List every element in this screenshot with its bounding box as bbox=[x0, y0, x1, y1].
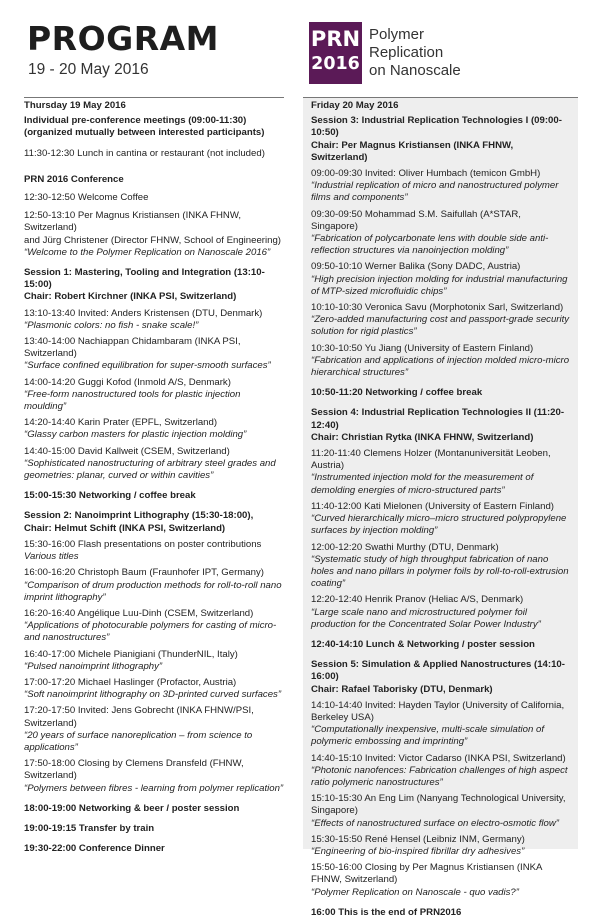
talk-entry bbox=[24, 758, 284, 795]
talk-line: 16:00-16:20 Christoph Baum (Fraunhofer IPT, Germany) bbox=[24, 567, 264, 579]
talk-title: Various titles bbox=[24, 551, 79, 563]
session-chair: Chair: Per Magnus Kristiansen (INKA FHNW, Switzerland) bbox=[311, 139, 514, 163]
talk-entry bbox=[311, 168, 570, 205]
talk-line: 10:30-10:50 Yu Jiang (University of Eastern Finland) bbox=[311, 342, 534, 354]
talk-entry bbox=[24, 567, 284, 604]
session-chair: Chair: Christian Rytka (INKA FHNW, Switzerland) bbox=[311, 431, 534, 443]
end-line: 16:00 This is the end of PRN2016 bbox=[311, 906, 462, 918]
pre-meetings bbox=[24, 115, 284, 139]
day-heading: Thursday 19 May 2016 bbox=[24, 100, 126, 111]
talk-line: 15:50-16:00 Closing by Per Magnus Kristiansen (INKA FHNW, Switzerland) bbox=[311, 862, 542, 886]
talk-entry bbox=[311, 793, 570, 830]
session-1 bbox=[24, 267, 284, 482]
session-5 bbox=[311, 659, 570, 899]
talk-title: “20 years of surface nanoreplication – from science to applications” bbox=[24, 729, 253, 753]
session-heading: Session 5: Simulation & Applied Nanostructures (14:10-16:00) bbox=[311, 659, 565, 683]
talk-line: 12:00-12:20 Swathi Murthy (DTU, Denmark) bbox=[311, 541, 499, 553]
talk-title: “Fabrication of polycarbonate lens with double side anti-reflection structures via nanoinjection molding” bbox=[311, 233, 549, 257]
coffee-break: 10:50-11:20 Networking / coffee break bbox=[311, 387, 483, 399]
talk-line: 14:40-15:10 Invited: Victor Cadarso (INKA PSI, Switzerland) bbox=[311, 752, 566, 764]
thursday-column bbox=[24, 97, 284, 863]
talk-line: 11:20-11:40 Clemens Holzer (Montanuniversität Leoben, Austria) bbox=[311, 448, 551, 472]
talk-entry bbox=[311, 542, 570, 591]
evening-item: 19:30-22:00 Conference Dinner bbox=[24, 843, 165, 855]
prn-logo bbox=[309, 22, 362, 84]
talk-line: 14:20-14:40 Karin Prater (EPFL, Switzerland) bbox=[24, 417, 218, 429]
talk-line: 16:20-16:40 Angélique Luu-Dinh (CSEM, Switzerland) bbox=[24, 607, 254, 619]
talk-entry bbox=[24, 649, 284, 673]
talk-entry bbox=[311, 261, 570, 298]
talk-line: 14:40-15:00 David Kallweit (CSEM, Switzerland) bbox=[24, 445, 230, 457]
welcome-talk-line: and Jürg Christener (Director FHNW, School of Engineering) bbox=[24, 234, 282, 246]
talk-title: “Curved hierarchically micro–micro structured polypropylene surfaces by injection molding” bbox=[311, 513, 567, 537]
talk-title: “Plasmonic colors: no fish - snake scale!” bbox=[24, 319, 199, 331]
talk-line: 09:50-10:10 Werner Balika (Sony DADC, Austria) bbox=[311, 261, 521, 273]
session-2 bbox=[24, 510, 284, 794]
evening-item: 18:00-19:00 Networking & beer / poster session bbox=[24, 802, 240, 814]
talk-title: “Industrial replication of micro and nanostructured polymer films and components” bbox=[311, 180, 559, 204]
talk-line: 14:10-14:40 Invited: Hayden Taylor (University of California, Berkeley USA) bbox=[311, 699, 565, 723]
talk-title: “Polymers between fibres - learning from polymer replication” bbox=[24, 782, 284, 794]
coffee-break: 15:00-15:30 Networking / coffee break bbox=[24, 490, 196, 502]
talk-entry bbox=[24, 417, 284, 441]
session-heading: Session 4: Industrial Replication Technologies II (11:20-12:40) bbox=[311, 407, 565, 431]
talk-title: “Glassy carbon masters for plastic injection molding” bbox=[24, 429, 247, 441]
logo-line1: PRN bbox=[310, 27, 361, 51]
talk-line: 15:30-15:50 René Hensel (Leibniz INM, Germany) bbox=[311, 833, 525, 845]
welcome-talk-line: 12:50-13:10 Per Magnus Kristiansen (INKA FHNW, Switzerland) bbox=[24, 210, 242, 234]
session-4 bbox=[311, 407, 570, 630]
welcome-talk bbox=[24, 210, 284, 259]
talk-entry bbox=[311, 834, 570, 858]
talk-entry bbox=[24, 608, 284, 645]
talk-line: 12:20-12:40 Henrik Pranov (Heliac A/S, Denmark) bbox=[311, 594, 524, 606]
talk-entry bbox=[311, 753, 570, 790]
talk-title: “Effects of nanostructured surface on electro-osmotic flow” bbox=[311, 817, 559, 829]
talk-entry bbox=[24, 446, 284, 483]
talk-entry bbox=[311, 448, 570, 497]
talk-entry bbox=[24, 377, 284, 414]
friday-column bbox=[303, 97, 578, 918]
talk-title: “Fabrication and applications of injection molded micro-micro hierarchical structures” bbox=[311, 354, 570, 379]
logo-text bbox=[369, 26, 461, 80]
talk-title: “Sophisticated nanostructuring of arbitrary steel grades and geometries: planar, curved or within cavities” bbox=[24, 457, 276, 482]
talk-title: “Applications of photocurable polymers for casting of micro- and nanostructures” bbox=[24, 620, 277, 644]
conference-heading: PRN 2016 Conference bbox=[24, 173, 124, 185]
welcome-coffee: 12:30-12:50 Welcome Coffee bbox=[24, 192, 149, 204]
talk-title: “Pulsed nanoimprint lithography” bbox=[24, 660, 163, 672]
talk-entry bbox=[311, 501, 570, 538]
session-heading: Session 1: Mastering, Tooling and Integration (13:10-15:00) bbox=[24, 267, 265, 291]
talk-entry bbox=[24, 705, 284, 754]
talk-title: “Systematic study of high throughput fabrication of nano holes and nano pillars in polymer foils by roll-to-roll-extrusion coating” bbox=[311, 553, 569, 590]
session-chair: Chair: Helmut Schift (INKA PSI, Switzerland) bbox=[24, 522, 226, 534]
evening-item: 19:00-19:15 Transfer by train bbox=[24, 822, 155, 834]
session-chair: Chair: Rafael Taborisky (DTU, Denmark) bbox=[311, 683, 493, 695]
logo-text-line: on Nanoscale bbox=[369, 62, 461, 79]
talk-title: “Instrumented injection mold for the measurement of demolding energies of micro-structured parts” bbox=[311, 472, 534, 496]
talk-entry bbox=[24, 336, 284, 373]
talk-title: “Photonic nanofences: Fabrication challenges of high aspect ratio polymeric nanostructures” bbox=[311, 764, 568, 788]
talk-line: 17:20-17:50 Invited: Jens Gobrecht (INKA FHNW/PSI, Switzerland) bbox=[24, 705, 254, 729]
talk-line: 13:40-14:00 Nachiappan Chidambaram (INKA PSI, Switzerland) bbox=[24, 336, 241, 360]
talk-title: “Engineering of bio-inspired fibrillar dry adhesives” bbox=[311, 845, 525, 857]
pre-meetings-note: (organized mutually between interested participants) bbox=[24, 127, 265, 139]
talk-line: 13:10-13:40 Invited: Anders Kristensen (DTU, Denmark) bbox=[24, 307, 263, 319]
talk-entry bbox=[24, 677, 284, 701]
talk-line: 09:30-09:50 Mohammad S.M. Saifullah (A*STAR, Singapore) bbox=[311, 208, 521, 232]
talk-line: 16:40-17:00 Michele Pianigiani (ThunderNIL, Italy) bbox=[24, 648, 238, 660]
talk-title: “Soft nanoimprint lithography on 3D-printed curved surfaces” bbox=[24, 689, 282, 701]
session-3 bbox=[311, 115, 570, 379]
talk-entry bbox=[311, 343, 570, 380]
logo-text-line: Polymer bbox=[369, 26, 425, 43]
pre-meetings-line: Individual pre-conference meetings (09:00-11:30) bbox=[24, 115, 247, 127]
talk-line: 11:40-12:00 Kati Mielonen (University of Eastern Finland) bbox=[311, 500, 554, 512]
talk-entry bbox=[311, 862, 570, 899]
day-heading: Friday 20 May 2016 bbox=[311, 100, 399, 111]
session-chair: Chair: Robert Kirchner (INKA PSI, Switzerland) bbox=[24, 291, 237, 303]
welcome-talk-title: “Welcome to the Polymer Replication on Nanoscale 2016” bbox=[24, 246, 271, 258]
talk-entry bbox=[311, 594, 570, 631]
talk-title: “High precision injection molding for industrial manufacturing of MTP-sized microfluidic chips” bbox=[311, 273, 568, 297]
talk-title: “Comparison of drum production methods for roll-to-roll nano imprint lithography” bbox=[24, 579, 282, 603]
talk-entry bbox=[311, 700, 570, 749]
session-heading: Session 2: Nanoimprint Lithography (15:30-18:00), bbox=[24, 510, 254, 522]
talk-line: 17:50-18:00 Closing by Clemens Dransfeld (FHNW, Switzerland) bbox=[24, 758, 244, 782]
talk-line: 10:10-10:30 Veronica Savu (Morphotonix Sarl, Switzerland) bbox=[311, 302, 564, 314]
talk-line: 09:00-09:30 Invited: Oliver Humbach (temicon GmbH) bbox=[311, 168, 541, 180]
talk-line: 14:00-14:20 Guggi Kofod (Inmold A/S, Denmark) bbox=[24, 376, 231, 388]
session-heading: Session 3: Industrial Replication Technologies I (09:00-10:50) bbox=[311, 115, 562, 139]
page-title: PROGRAM bbox=[27, 19, 220, 58]
talk-title: “Free-form nanostructured tools for plastic injection moulding” bbox=[24, 388, 241, 413]
talk-entry bbox=[24, 539, 284, 563]
talk-title: “Zero-added manufacturing cost and passport-grade security solution for rigid plastics” bbox=[311, 314, 570, 338]
talk-entry bbox=[311, 302, 570, 339]
talk-line: 17:00-17:20 Michael Haslinger (Profactor, Austria) bbox=[24, 676, 237, 688]
talk-title: “Computationally inexpensive, multi-scale simulation of polymeric embossing and imprinting” bbox=[311, 724, 545, 748]
talk-line: 15:30-16:00 Flash presentations on poster contributions bbox=[24, 538, 262, 550]
talk-title: “Surface confined equilibration for super-smooth surfaces” bbox=[24, 360, 271, 372]
talk-entry bbox=[24, 308, 284, 332]
page-dates: 19 - 20 May 2016 bbox=[28, 61, 149, 78]
talk-title: “Large scale nano and microstructured polymer foil production for the Concentrated Solar Power Industry” bbox=[311, 606, 541, 630]
logo-line2: 2016 bbox=[311, 54, 360, 74]
talk-line: 15:10-15:30 An Eng Lim (Nanyang Technological University, Singapore) bbox=[311, 793, 566, 817]
lunch-break: 12:40-14:10 Lunch & Networking / poster session bbox=[311, 638, 535, 650]
talk-entry bbox=[311, 209, 570, 258]
logo-text-line: Replication bbox=[369, 44, 444, 61]
lunch-line: 11:30-12:30 Lunch in cantina or restaurant (not included) bbox=[24, 147, 265, 159]
talk-title: “Polymer Replication on Nanoscale - quo vadis?” bbox=[311, 886, 519, 898]
